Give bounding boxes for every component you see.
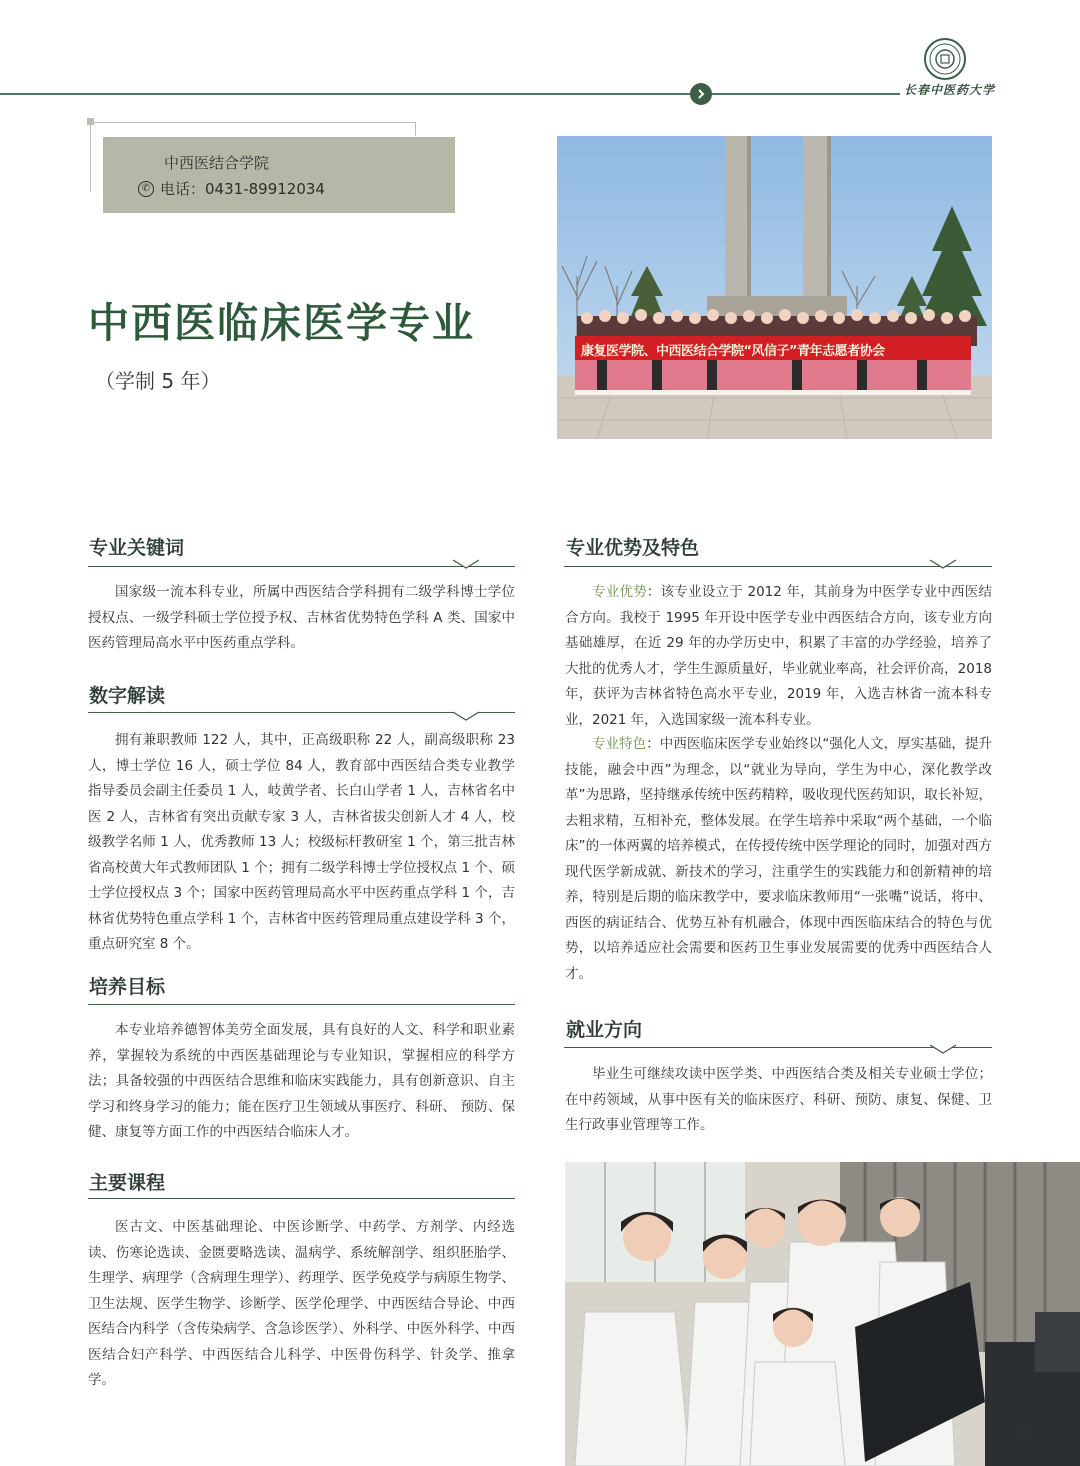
box-decoration	[90, 122, 91, 192]
phone-icon: ✆	[138, 181, 154, 197]
courses-rule	[88, 1198, 515, 1199]
phone-label: 电话：	[160, 180, 206, 198]
section-chevron-icon	[930, 558, 956, 570]
keywords-rule	[88, 566, 515, 567]
major-title: 中西医临床医学专业	[88, 299, 475, 347]
university-seal-icon	[924, 38, 966, 80]
advantage-text: ：该专业设立于 2012 年，其前身为中医学专业中西医结合方向。我校于 1995 年开设中医学专业中西医结合方向，该专业方向基础雄厚，在近 29 年的办学历史中，积累了丰富的办学经验，培养了大批的优秀人才，学生生源质量好，毕业就业率高，社会评价高，2018 年，获评为吉林省特色高水平专业，2019 年，入选吉林省一流本科专业，2021 年，入选国家级一流本科专业。	[565, 584, 992, 728]
feature-paragraph	[565, 732, 992, 987]
advantages-rule	[564, 566, 992, 567]
university-name: 长春中医药大学	[900, 81, 1004, 98]
college-name: 中西医结合学院	[164, 154, 270, 172]
goals-rule	[88, 1004, 515, 1005]
courses-heading: 主要课程	[89, 1172, 166, 1194]
phone-number: 0431-89912034	[205, 179, 325, 198]
box-decoration	[90, 122, 416, 123]
advantage-paragraph	[565, 580, 992, 733]
numbers-text: 拥有兼职教师 122 人，其中，正高级职称 22 人，副高级职称 23 人，博士学位 16 人，硕士学位 84 人，教育部中西医结合类专业教学指导委员会副主任委员 1 人，岐黄学者、长白山学者 1 人，吉林省名中医 2 人，吉林省有突出贡献专家 3 人，吉林省拔尖创新人才 4 人，校级教学名师 1 人，优秀教师 13 人；校级标杆教研室 1 个，第三批吉林省高校黄大年式教师团队 1 个；拥有二级学科博士学位授权点 1 个、硕士学位授权点 3 个；国家中医药管理局高水平中医药重点学科 1 个，吉林省优势特色重点学科 1 个，吉林省中医药管理局重点建设学科 3 个，重点研究室 8 个。	[88, 732, 515, 952]
next-arrow-icon	[690, 83, 712, 105]
courses-text: 医古文、中医基础理论、中医诊断学、中药学、方剂学、内经选读、伤寒论选读、金匮要略选读、温病学、系统解剖学、组织胚胎学、生理学、病理学（含病理生理学）、药理学、医学免疫学与病原生物学、卫生法规、医学生物学、诊断学、医学伦理学、中西医结合导论、中西医结合内科学（含传染病学、含急诊医学）、外科学、中医外科学、中西医结合妇产科学、中西医结合儿科学、中医骨伤科学、针灸学、推拿学。	[88, 1219, 515, 1388]
section-chevron-icon	[453, 710, 479, 722]
goals-text: 本专业培养德智体美劳全面发展，具有良好的人文、科学和职业素养，掌握较为系统的中西医基础理论与专业知识，掌握相应的科学方法；具备较强的中西医结合思维和临床实践能力，具有创新意识、自主学习和终身学习的能力；能在医疗卫生领域从事医疗、科研、 预防、保健、康复等方面工作的中西医结合临床人才。	[88, 1022, 515, 1140]
box-decoration	[415, 122, 416, 136]
lab-students-photo	[565, 1162, 1080, 1466]
college-info-box	[103, 137, 455, 213]
header-rule	[0, 93, 1000, 95]
page-number: 38	[1014, 1424, 1032, 1440]
section-chevron-icon	[453, 558, 479, 570]
numbers-rule	[88, 712, 515, 713]
duration-label: （学制 5 年）	[95, 369, 221, 393]
phone-row	[138, 178, 325, 199]
volunteer-group-photo	[557, 136, 992, 439]
numbers-heading: 数字解读	[89, 685, 166, 707]
keywords-text: 国家级一流本科专业，所属中西医结合学科拥有二级学科博士学位授权点、一级学科硕士学位授予权、吉林省优势特色学科 A 类、国家中医药管理局高水平中医药重点学科。	[88, 584, 515, 651]
section-chevron-icon	[930, 1043, 956, 1055]
advantage-label: 专业优势	[592, 584, 647, 600]
volunteer-banner-text: 康复医学院、中西医结合学院“风信子”青年志愿者协会	[581, 344, 885, 359]
keywords-heading: 专业关键词	[89, 537, 185, 559]
advantages-heading: 专业优势及特色	[566, 537, 700, 559]
career-heading: 就业方向	[566, 1019, 643, 1041]
career-text: 毕业生可继续攻读中医学类、中西医结合类及相关专业硕士学位；在中药领域，从事中医有关的临床医疗、科研、预防、康复、保健、卫生行政事业管理等工作。	[565, 1066, 992, 1133]
feature-text: ：中西医临床医学专业始终以“强化人文，厚实基础，提升技能，融会中西”为理念，以“就业为导向，学生为中心，深化教学改革”为思路，坚持继承传统中医药精粹，吸收现代医药知识，取长补短，去粗求精，互相补充，整体发展。在学生培养中采取“两个基础，一个临床”的一体两翼的培养模式，在传授传统中医学理论的同时，加强对西方现代医学新成就、新技术的学习，注重学生的实践能力和创新精神的培养，特别是后期的临床教学中，要求临床教师用“一张嘴”说话，将中、西医的病证结合、优势互补有机融合，体现中西医临床结合的特色与优势，以培养适应社会需要和医药卫生事业发展需要的优秀中西医结合人才。	[565, 736, 993, 982]
career-rule	[564, 1047, 992, 1048]
feature-label: 专业特色	[592, 736, 647, 752]
goals-heading: 培养目标	[89, 976, 166, 998]
